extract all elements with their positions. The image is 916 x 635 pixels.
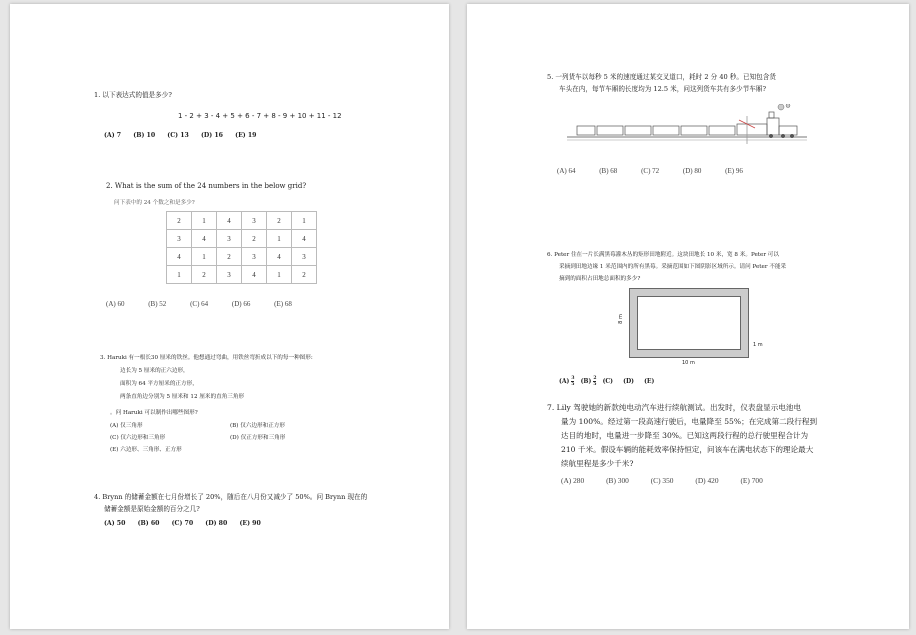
grid-cell: 4: [267, 248, 292, 266]
q6-option-b[interactable]: [581, 378, 597, 385]
q2-option-c[interactable]: (C) 64: [190, 300, 209, 308]
fraction-denominator: 5: [571, 382, 575, 387]
q3-line-3: 两条直角边分别为 5 厘米和 12 厘米的直角三角形: [120, 394, 245, 400]
q4-option-a[interactable]: (A) 50: [104, 520, 126, 527]
q2-option-e[interactable]: (E) 68: [274, 300, 292, 308]
q3-option-e[interactable]: (E) 六边形、三角形、正方形: [110, 447, 182, 453]
q4-line-1: 4. Brynn 的储蓄金额在七月份增长了 20%，随后在八月份又减少了 50%。问 Brynn 现在的: [94, 493, 368, 501]
q6-line-3: 摘到的面积占田地总面积的多少?: [559, 276, 641, 282]
q3-line-2: 面积为 64 平方厘米的正方形，: [120, 381, 198, 387]
grid-cell: 3: [217, 266, 242, 284]
q3-option-c[interactable]: (C) 仅六边形和三角形: [110, 435, 166, 441]
q6-option-b-label: (B): [580, 378, 592, 385]
grid-row: [167, 230, 317, 248]
q3-title: 3. Haruki 有一根长30 厘米的铁丝。他想通过弯曲，用铁丝弯折成以下的每一种图形:: [100, 355, 313, 361]
q6-option-e[interactable]: (E): [644, 378, 655, 385]
q4-option-c[interactable]: (C) 70: [171, 520, 194, 527]
q7-option-b[interactable]: (B) 300: [606, 476, 629, 485]
grid-cell: 2: [242, 230, 267, 248]
q7-line-3: 达目的地时，电量进一步降至 30%。已知这两段行程的总行驶里程合计为: [561, 431, 809, 440]
fraction-numerator: 2: [593, 376, 597, 381]
grid-cell: 3: [242, 248, 267, 266]
q2-number-grid: [166, 211, 317, 284]
q3-option-d[interactable]: (D) 仅正方形和三角形: [230, 435, 286, 441]
grid-row: [167, 212, 317, 230]
q1-option-d[interactable]: (D) 16: [201, 132, 223, 139]
grid-cell: 1: [267, 266, 292, 284]
q5-options: [557, 167, 765, 175]
grid-cell: 2: [217, 248, 242, 266]
q6-line-1: 6. Peter 住在一片长满黑莓灌木丛的矩形田地附近。这块田地长 10 米，宽 8 米。Peter 可以: [547, 252, 779, 258]
q7-line-4: 210 千米。假设车辆的能耗效率保持恒定，问该车在满电状态下的理论最大: [561, 445, 814, 454]
q7-option-e[interactable]: (E) 700: [740, 476, 763, 485]
margin-label: 1 m: [753, 342, 763, 348]
grid-cell: 4: [217, 212, 242, 230]
q1-expression: 1 - 2 + 3 - 4 + 5 + 6 - 7 + 8 - 9 + 10 + 11 - 12: [178, 112, 342, 120]
q5-option-e[interactable]: (E) 96: [725, 167, 743, 175]
q7-options: [561, 476, 785, 485]
q6-line-2: 采摘到田地边缘 1 米范围内的所有黑莓。采摘范围如下图阴影区域所示。请问 Peter 不能采: [559, 264, 787, 270]
grid-cell: 3: [292, 248, 317, 266]
grid-cell: 1: [192, 212, 217, 230]
grid-cell: 2: [192, 266, 217, 284]
grid-cell: 3: [242, 212, 267, 230]
grid-cell: 1: [292, 212, 317, 230]
q6-options: [559, 376, 664, 387]
fraction-numerator: 3: [571, 376, 575, 381]
grid-row: [167, 266, 317, 284]
field-diagram: [629, 288, 749, 358]
q1-option-c[interactable]: (C) 13: [167, 132, 189, 139]
q7-option-d[interactable]: (D) 420: [695, 476, 719, 485]
q1-option-e[interactable]: (E) 19: [235, 132, 257, 139]
q5-option-a[interactable]: (A) 64: [557, 167, 576, 175]
q2-subtitle: 问下表中的 24 个数之和是多少?: [114, 200, 195, 206]
q2-option-a[interactable]: (A) 60: [106, 300, 125, 308]
fraction: [593, 376, 596, 387]
inner-field: [637, 296, 741, 350]
q1-option-b[interactable]: (B) 10: [133, 132, 156, 139]
train-illustration: [567, 104, 807, 146]
q4-line-2: 储蓄金额是原始金额的百分之几?: [104, 505, 200, 513]
q3-option-a[interactable]: (A) 仅三角形: [110, 423, 143, 429]
q2-option-d[interactable]: (D) 66: [231, 300, 251, 308]
left-page: [10, 4, 449, 629]
q2-options: [106, 300, 314, 308]
q5-option-b[interactable]: (B) 68: [599, 167, 618, 175]
grid-cell: 4: [192, 230, 217, 248]
grid-cell: 1: [192, 248, 217, 266]
q6-option-c[interactable]: (C): [602, 378, 614, 385]
grid-cell: 4: [242, 266, 267, 284]
grid-cell: 2: [292, 266, 317, 284]
q7-option-c[interactable]: (C) 350: [650, 476, 674, 485]
fraction-denominator: 5: [593, 382, 597, 387]
grid-cell: 3: [167, 230, 192, 248]
grid-cell: 1: [167, 266, 192, 284]
field-width-label: 10 m: [682, 360, 695, 366]
grid-row: [167, 248, 317, 266]
q6-option-a[interactable]: [559, 378, 574, 385]
q4-options: [104, 520, 271, 527]
field-height-label: 8 m: [617, 314, 624, 324]
q1-title: 1. 以下表达式的值是多少?: [94, 91, 172, 99]
q1-option-a[interactable]: (A) 7: [104, 132, 122, 139]
q2-option-b[interactable]: (B) 52: [148, 300, 167, 308]
q5-line-2: 车头在内，每节车厢的长度均为 12.5 米，问这列货车共有多少节车厢?: [559, 85, 767, 93]
q7-line-1: 7. Lily 驾驶她的新款纯电动汽车进行续航测试。出发时，仪表盘显示电池电: [547, 403, 802, 412]
grid-cell: 4: [167, 248, 192, 266]
q7-line-2: 量为 100%。经过第一段高速行驶后，电量降至 55%；在完成第二段行程到: [561, 417, 818, 426]
q2-title: 2. What is the sum of the 24 numbers in the below grid?: [106, 182, 307, 190]
q7-option-a[interactable]: (A) 280: [561, 476, 585, 485]
q1-options: [104, 132, 267, 139]
q6-option-a-label: (A): [559, 378, 570, 385]
fraction: [571, 376, 574, 387]
q3-question: 。问 Haruki 可以制作出哪些图形?: [110, 410, 198, 416]
q5-line-1: 5. 一列货车以每秒 5 米的速度通过某交叉道口，耗时 2 分 40 秒。已知包含货: [547, 73, 776, 81]
q6-option-d[interactable]: (D): [623, 378, 634, 385]
q4-option-d[interactable]: (D) 80: [205, 520, 228, 527]
grid-cell: 4: [292, 230, 317, 248]
q4-option-e[interactable]: (E) 90: [239, 520, 261, 527]
grid-cell: 2: [167, 212, 192, 230]
q3-line-1: 边长为 5 厘米的正六边形，: [120, 368, 189, 374]
grid-cell: 2: [267, 212, 292, 230]
q7-line-5: 续航里程是多少千米?: [561, 459, 634, 468]
q5-option-c[interactable]: (C) 72: [641, 167, 660, 175]
q4-option-b[interactable]: (B) 60: [137, 520, 160, 527]
grid-cell: 3: [217, 230, 242, 248]
q5-option-d[interactable]: (D) 80: [682, 167, 702, 175]
right-page: [467, 4, 909, 629]
q3-option-b[interactable]: (B) 仅六边形和正方形: [230, 423, 286, 429]
grid-cell: 1: [267, 230, 292, 248]
